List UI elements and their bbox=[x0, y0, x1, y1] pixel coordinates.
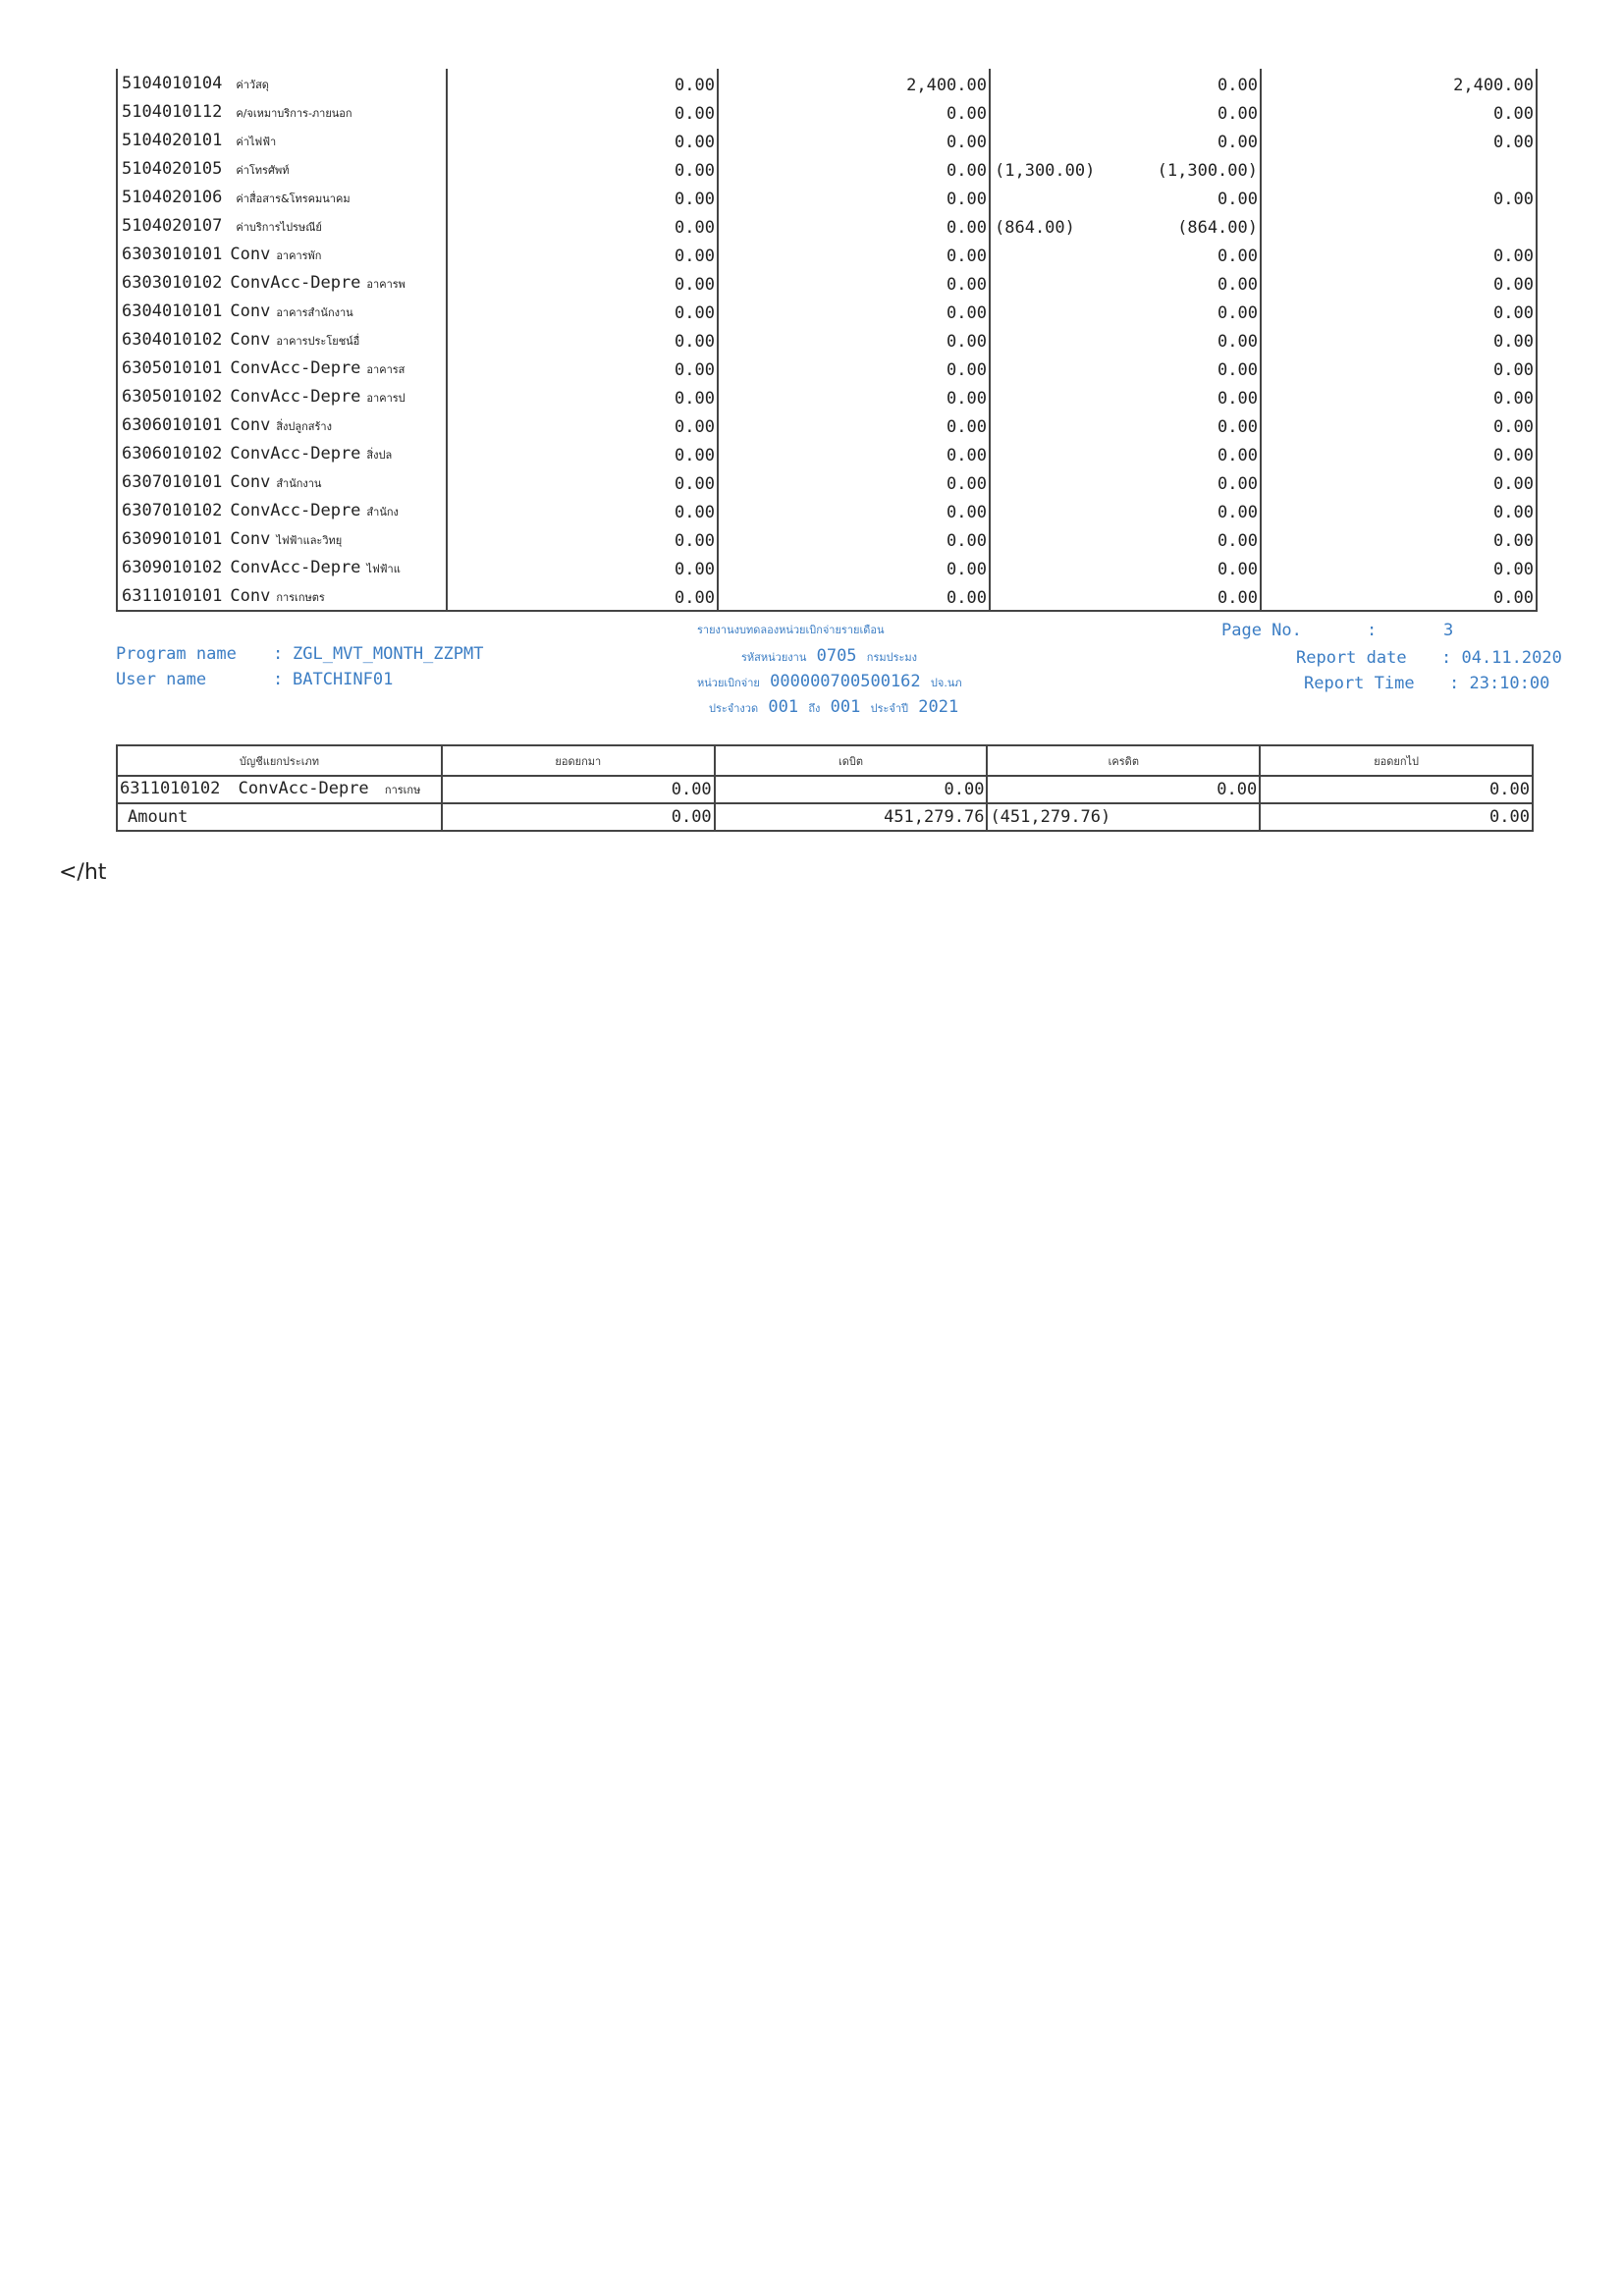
account-cell bbox=[117, 69, 447, 97]
department-label: รหัสหน่วยงาน bbox=[741, 651, 807, 664]
debit: 0.00 bbox=[718, 325, 990, 354]
account-cell bbox=[117, 524, 447, 553]
brought-forward: 0.00 bbox=[447, 467, 718, 496]
account-cell bbox=[117, 154, 447, 183]
carried-forward: 0.00 bbox=[1261, 467, 1537, 496]
table-row bbox=[117, 553, 1537, 581]
carried-forward: 0.00 bbox=[1261, 382, 1537, 410]
brought-forward: 0.00 bbox=[447, 581, 718, 611]
account-cell bbox=[117, 439, 447, 467]
account-code: 5104020106 bbox=[122, 188, 223, 207]
account-desc: อาคารป bbox=[366, 392, 406, 405]
account-code: 5104010112 bbox=[122, 102, 223, 122]
carried-forward: 0.00 bbox=[1261, 97, 1537, 126]
report-time-label: Report Time bbox=[1304, 674, 1415, 693]
account-desc: การเกษตร bbox=[276, 591, 325, 604]
brought-forward: 0.00 bbox=[447, 126, 718, 154]
debit: 0.00 bbox=[718, 581, 990, 611]
debit: 0.00 bbox=[718, 126, 990, 154]
total-label: Amount bbox=[117, 803, 442, 831]
summary-table bbox=[116, 744, 1534, 832]
program-name-colon: : bbox=[273, 644, 284, 664]
account-cell bbox=[117, 553, 447, 581]
ledger-table-continued bbox=[116, 69, 1538, 612]
credit-balance-cell bbox=[990, 354, 1261, 382]
carried-forward: 0.00 bbox=[1261, 524, 1537, 553]
debit: 0.00 bbox=[718, 183, 990, 211]
period-to: 001 bbox=[830, 697, 861, 717]
period-from: 001 bbox=[768, 697, 799, 717]
summary-debit: 0.00 bbox=[715, 776, 988, 803]
table-row bbox=[117, 211, 1537, 240]
debit: 0.00 bbox=[718, 439, 990, 467]
brought-forward: 0.00 bbox=[447, 325, 718, 354]
carried-forward: 0.00 bbox=[1261, 297, 1537, 325]
credit-balance-cell bbox=[990, 410, 1261, 439]
fiscal-label: ประจำปี bbox=[870, 702, 908, 715]
table-row bbox=[117, 354, 1537, 382]
account-desc: อาคารส bbox=[366, 363, 406, 376]
account-conv: ConvAcc-Depre bbox=[230, 444, 361, 464]
table-row bbox=[117, 581, 1537, 611]
account-desc: ค/จเหมาบริการ-ภายนอก bbox=[236, 107, 352, 120]
debit: 0.00 bbox=[718, 496, 990, 524]
total-carried: 0.00 bbox=[1260, 803, 1533, 831]
brought-forward: 0.00 bbox=[447, 69, 718, 97]
unit-line bbox=[697, 672, 962, 691]
balance-mid: 0.00 bbox=[1217, 389, 1258, 409]
account-cell bbox=[117, 354, 447, 382]
credit-balance-cell bbox=[990, 439, 1261, 467]
balance-mid: (1,300.00) bbox=[1157, 161, 1258, 181]
account-desc: สิ่งปล bbox=[366, 449, 393, 462]
total-credit: (451,279.76) bbox=[987, 803, 1260, 831]
credit-balance-cell bbox=[990, 69, 1261, 97]
account-desc: การเกษ bbox=[384, 784, 421, 796]
account-code: 6303010102 bbox=[122, 273, 223, 293]
account-code: 5104020101 bbox=[122, 131, 223, 150]
balance-mid: 0.00 bbox=[1217, 104, 1258, 124]
brought-forward: 0.00 bbox=[447, 439, 718, 467]
table-row bbox=[117, 496, 1537, 524]
account-conv: ConvAcc-Depre bbox=[238, 779, 369, 798]
carried-forward: 2,400.00 bbox=[1261, 69, 1537, 97]
page-no-label: Page No. bbox=[1221, 621, 1302, 640]
summary-account bbox=[117, 776, 442, 803]
table-row bbox=[117, 325, 1537, 354]
brought-forward: 0.00 bbox=[447, 410, 718, 439]
account-code: 6309010101 bbox=[122, 529, 223, 549]
brought-forward: 0.00 bbox=[447, 354, 718, 382]
unit-code: 000000700500162 bbox=[770, 672, 921, 691]
balance-mid: 0.00 bbox=[1217, 474, 1258, 494]
account-conv: Conv bbox=[230, 330, 271, 350]
summary-carried: 0.00 bbox=[1260, 776, 1533, 803]
table-row bbox=[117, 183, 1537, 211]
account-conv: Conv bbox=[230, 245, 271, 264]
credit: (1,300.00) bbox=[995, 161, 1096, 181]
debit: 0.00 bbox=[718, 240, 990, 268]
total-debit: 451,279.76 bbox=[715, 803, 988, 831]
account-conv: ConvAcc-Depre bbox=[230, 358, 361, 378]
account-cell bbox=[117, 297, 447, 325]
brought-forward: 0.00 bbox=[447, 183, 718, 211]
account-desc: สำนักง bbox=[366, 506, 399, 519]
account-conv: Conv bbox=[230, 415, 271, 435]
col-brought-forward: ยอดยกมา bbox=[442, 745, 715, 776]
account-cell bbox=[117, 410, 447, 439]
account-code: 6307010102 bbox=[122, 501, 223, 520]
account-desc: อาคารสำนักงาน bbox=[276, 306, 353, 319]
balance-mid: 0.00 bbox=[1217, 446, 1258, 465]
account-cell bbox=[117, 97, 447, 126]
balance-mid: (864.00) bbox=[1177, 218, 1258, 238]
total-brought: 0.00 bbox=[442, 803, 715, 831]
debit: 0.00 bbox=[718, 382, 990, 410]
account-conv: ConvAcc-Depre bbox=[230, 501, 361, 520]
debit: 2,400.00 bbox=[718, 69, 990, 97]
credit-balance-cell bbox=[990, 297, 1261, 325]
credit-balance-cell bbox=[990, 581, 1261, 611]
account-desc: ค่าวัสดุ bbox=[236, 79, 269, 91]
table-row bbox=[117, 69, 1537, 97]
page-no-value: 3 bbox=[1443, 621, 1454, 640]
report-date-label: Report date bbox=[1296, 648, 1407, 668]
balance-mid: 0.00 bbox=[1217, 560, 1258, 579]
balance-mid: 0.00 bbox=[1217, 303, 1258, 323]
debit: 0.00 bbox=[718, 553, 990, 581]
col-ledger: บัญชีแยกประเภท bbox=[117, 745, 442, 776]
table-row bbox=[117, 268, 1537, 297]
credit-balance-cell bbox=[990, 268, 1261, 297]
report-time-value: : 23:10:00 bbox=[1449, 674, 1550, 693]
account-conv: ConvAcc-Depre bbox=[230, 387, 361, 407]
summary-credit: 0.00 bbox=[987, 776, 1260, 803]
account-cell bbox=[117, 581, 447, 611]
account-code: 5104010104 bbox=[122, 74, 223, 93]
department-name: กรมประมง bbox=[866, 651, 918, 664]
table-row bbox=[117, 439, 1537, 467]
col-debit: เดบิต bbox=[715, 745, 988, 776]
carried-forward: 0.00 bbox=[1261, 240, 1537, 268]
debit: 0.00 bbox=[718, 410, 990, 439]
account-cell bbox=[117, 467, 447, 496]
credit-balance-cell bbox=[990, 183, 1261, 211]
account-cell bbox=[117, 382, 447, 410]
fiscal-year: 2021 bbox=[918, 697, 959, 717]
account-code: 6306010102 bbox=[122, 444, 223, 464]
debit: 0.00 bbox=[718, 154, 990, 183]
account-conv: ConvAcc-Depre bbox=[230, 273, 361, 293]
balance-mid: 0.00 bbox=[1217, 531, 1258, 551]
brought-forward: 0.00 bbox=[447, 268, 718, 297]
account-desc: ค่าโทรศัพท์ bbox=[236, 164, 290, 177]
account-desc: ไฟฟ้าและวิทยุ bbox=[276, 534, 343, 547]
brought-forward: 0.00 bbox=[447, 382, 718, 410]
brought-forward: 0.00 bbox=[447, 496, 718, 524]
account-code: 6304010101 bbox=[122, 301, 223, 321]
credit: (864.00) bbox=[995, 218, 1075, 238]
balance-mid: 0.00 bbox=[1217, 360, 1258, 380]
debit: 0.00 bbox=[718, 297, 990, 325]
report-title: รายงานงบทดลองหน่วยเบิกจ่ายรายเดือน bbox=[697, 624, 885, 636]
carried-forward: 0.00 bbox=[1261, 496, 1537, 524]
credit-balance-cell bbox=[990, 154, 1261, 183]
credit-balance-cell bbox=[990, 524, 1261, 553]
user-name-label: User name bbox=[116, 670, 207, 689]
carried-forward: 0.00 bbox=[1261, 325, 1537, 354]
unit-label: หน่วยเบิกจ่าย bbox=[697, 677, 760, 689]
total-row bbox=[117, 803, 1533, 831]
table-row bbox=[117, 382, 1537, 410]
period-to-label: ถึง bbox=[808, 702, 821, 715]
col-carried-forward: ยอดยกไป bbox=[1260, 745, 1533, 776]
account-cell bbox=[117, 126, 447, 154]
balance-mid: 0.00 bbox=[1217, 275, 1258, 295]
debit: 0.00 bbox=[718, 97, 990, 126]
brought-forward: 0.00 bbox=[447, 524, 718, 553]
account-code: 6305010102 bbox=[122, 387, 223, 407]
credit-balance-cell bbox=[990, 496, 1261, 524]
account-desc: สำนักงาน bbox=[276, 477, 322, 490]
table-row bbox=[117, 126, 1537, 154]
account-desc: อาคารพ bbox=[366, 278, 406, 291]
balance-mid: 0.00 bbox=[1217, 246, 1258, 266]
brought-forward: 0.00 bbox=[447, 154, 718, 183]
balance-mid: 0.00 bbox=[1217, 332, 1258, 352]
program-name-label: Program name bbox=[116, 644, 237, 664]
carried-forward: 0.00 bbox=[1261, 354, 1537, 382]
balance-mid: 0.00 bbox=[1217, 588, 1258, 608]
account-desc: ไฟฟ้าแ bbox=[366, 563, 401, 575]
balance-mid: 0.00 bbox=[1217, 190, 1258, 209]
table-row bbox=[117, 410, 1537, 439]
debit: 0.00 bbox=[718, 467, 990, 496]
carried-forward bbox=[1261, 154, 1537, 183]
account-code: 6307010101 bbox=[122, 472, 223, 492]
account-cell bbox=[117, 325, 447, 354]
col-credit: เครดิต bbox=[987, 745, 1260, 776]
account-cell bbox=[117, 268, 447, 297]
account-code: 6311010102 bbox=[120, 779, 221, 798]
program-name-value: ZGL_MVT_MONTH_ZZPMT bbox=[293, 644, 484, 664]
account-conv: Conv bbox=[230, 301, 271, 321]
carried-forward: 0.00 bbox=[1261, 410, 1537, 439]
carried-forward: 0.00 bbox=[1261, 268, 1537, 297]
account-code: 5104020105 bbox=[122, 159, 223, 179]
account-conv: Conv bbox=[230, 472, 271, 492]
carried-forward: 0.00 bbox=[1261, 439, 1537, 467]
credit-balance-cell bbox=[990, 97, 1261, 126]
account-cell bbox=[117, 211, 447, 240]
account-conv: Conv bbox=[230, 529, 271, 549]
unit-name: ปจ.นภ bbox=[930, 677, 962, 689]
account-cell bbox=[117, 496, 447, 524]
table-row bbox=[117, 524, 1537, 553]
brought-forward: 0.00 bbox=[447, 97, 718, 126]
account-conv: ConvAcc-Depre bbox=[230, 558, 361, 577]
carried-forward: 0.00 bbox=[1261, 126, 1537, 154]
page-no-colon: : bbox=[1367, 621, 1378, 640]
credit-balance-cell bbox=[990, 126, 1261, 154]
balance-mid: 0.00 bbox=[1217, 76, 1258, 95]
stray-markup-text: </ht bbox=[59, 860, 107, 885]
carried-forward: 0.00 bbox=[1261, 553, 1537, 581]
account-desc: ค่าสื่อสาร&โทรคมนาคม bbox=[236, 192, 351, 205]
table-row bbox=[117, 776, 1533, 803]
account-code: 6309010102 bbox=[122, 558, 223, 577]
credit-balance-cell bbox=[990, 553, 1261, 581]
debit: 0.00 bbox=[718, 354, 990, 382]
debit: 0.00 bbox=[718, 211, 990, 240]
credit-balance-cell bbox=[990, 467, 1261, 496]
account-code: 6304010102 bbox=[122, 330, 223, 350]
account-code: 5104020107 bbox=[122, 216, 223, 236]
debit: 0.00 bbox=[718, 524, 990, 553]
credit-balance-cell bbox=[990, 382, 1261, 410]
table-row bbox=[117, 240, 1537, 268]
balance-mid: 0.00 bbox=[1217, 417, 1258, 437]
account-desc: ค่าไฟฟ้า bbox=[236, 136, 277, 148]
account-desc: ค่าบริการไปรษณีย์ bbox=[236, 221, 322, 234]
department-code: 0705 bbox=[816, 646, 857, 666]
account-code: 6311010101 bbox=[122, 586, 223, 606]
balance-mid: 0.00 bbox=[1217, 133, 1258, 152]
table-row bbox=[117, 154, 1537, 183]
account-code: 6303010101 bbox=[122, 245, 223, 264]
summary-brought: 0.00 bbox=[442, 776, 715, 803]
period-label: ประจำงวด bbox=[709, 702, 759, 715]
ledger-body bbox=[117, 69, 1537, 611]
department-line bbox=[741, 646, 917, 666]
brought-forward: 0.00 bbox=[447, 211, 718, 240]
account-code: 6305010101 bbox=[122, 358, 223, 378]
account-code: 6306010101 bbox=[122, 415, 223, 435]
account-desc: อาคารประโยชน์อื่ bbox=[276, 335, 360, 348]
debit: 0.00 bbox=[718, 268, 990, 297]
account-desc: อาคารพัก bbox=[276, 249, 322, 262]
report-date-value: : 04.11.2020 bbox=[1441, 648, 1562, 668]
user-name-colon: : bbox=[273, 670, 284, 689]
account-cell bbox=[117, 183, 447, 211]
period-line bbox=[709, 697, 958, 717]
table-row bbox=[117, 97, 1537, 126]
summary-header-row bbox=[117, 745, 1533, 776]
brought-forward: 0.00 bbox=[447, 240, 718, 268]
account-conv: Conv bbox=[230, 586, 271, 606]
brought-forward: 0.00 bbox=[447, 297, 718, 325]
carried-forward: 0.00 bbox=[1261, 581, 1537, 611]
user-name-value: BATCHINF01 bbox=[293, 670, 394, 689]
credit-balance-cell bbox=[990, 240, 1261, 268]
table-row bbox=[117, 297, 1537, 325]
account-cell bbox=[117, 240, 447, 268]
carried-forward: 0.00 bbox=[1261, 183, 1537, 211]
carried-forward bbox=[1261, 211, 1537, 240]
brought-forward: 0.00 bbox=[447, 553, 718, 581]
table-row bbox=[117, 467, 1537, 496]
credit-balance-cell bbox=[990, 211, 1261, 240]
balance-mid: 0.00 bbox=[1217, 503, 1258, 522]
credit-balance-cell bbox=[990, 325, 1261, 354]
account-desc: สิ่งปลูกสร้าง bbox=[276, 420, 332, 433]
